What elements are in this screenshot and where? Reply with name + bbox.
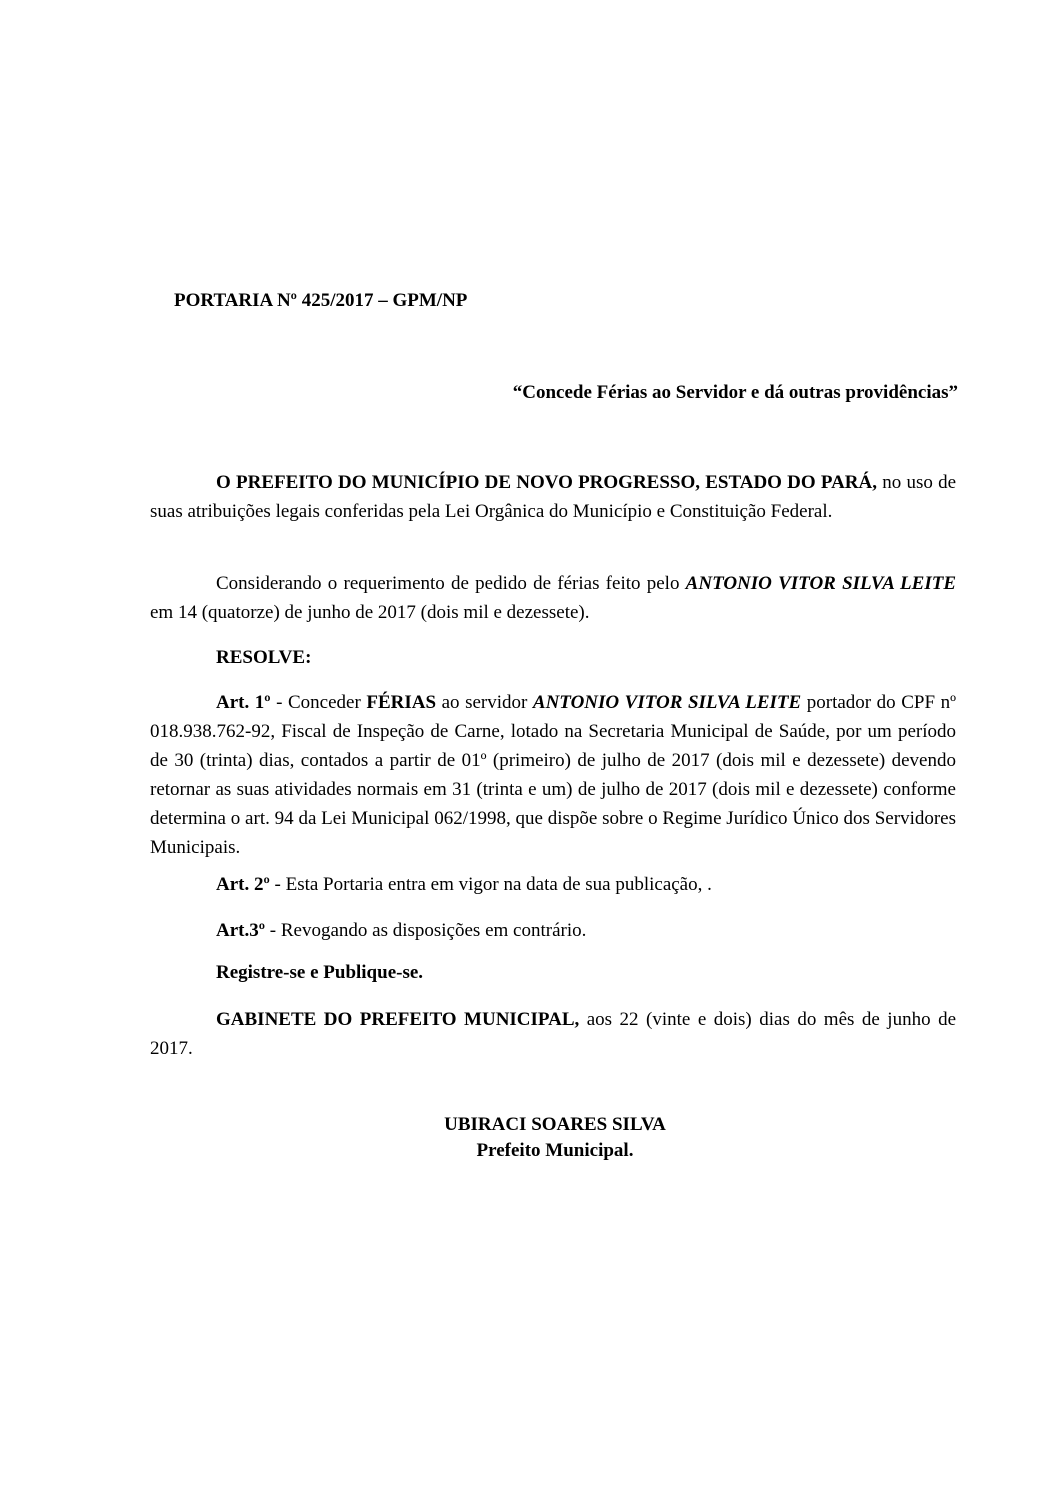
article-2-label: Art. 2º [216,874,270,895]
article-3-text: - Revogando as disposições em contrário. [265,920,587,941]
article-1-text-3: portador do CPF nº 018.938.762-92, Fiscal de Inspeção de Carne, lotado na Secretaria Municipal de Saúde, por um período de 30 (trinta) dias, contados a partir de 01º (primeiro) de julho de 2017 (dois mil e dezessete) devendo retornar as suas atividades normais em 31 (trinta e um) de julho de 2017 (dois mil e dezessete) conforme determina o art. 94 da Lei Municipal 062/1998, que dispõe sobre o Regime Jurídico Único dos Servidores Municipais. [150,692,956,858]
gabinete-paragraph [150,1005,956,1063]
considerando-text-2: em 14 (quatorze) de junho de 2017 (dois mil e dezessete). [150,602,590,623]
article-1-text-1: - Conceder [270,692,367,713]
considerando-servant-name: ANTONIO VITOR SILVA LEITE [685,573,956,594]
preamble-authority: O PREFEITO DO MUNICÍPIO DE NOVO PROGRESSO, ESTADO DO PARÁ, [216,472,878,493]
preamble-text: no uso de suas atribuições legais conferidas pela Lei Orgânica do Município e Constituição Federal. [150,472,957,522]
article-3-label: Art.3º [216,920,266,941]
article-2 [150,870,956,899]
article-3 [150,916,956,945]
document-title: PORTARIA Nº 425/2017 – GPM/NP [174,290,468,311]
article-1-ferias: FÉRIAS [366,692,437,713]
article-1 [150,688,956,862]
document-ementa: “Concede Férias ao Servidor e dá outras providências” [512,382,958,403]
article-2-text: - Esta Portaria entra em vigor na data de sua publicação, . [269,874,712,895]
preamble-paragraph [150,468,956,526]
signature-role: Prefeito Municipal. [476,1140,634,1161]
signature-name: UBIRACI SOARES SILVA [444,1114,666,1135]
considerando-paragraph [150,569,956,627]
gabinete-text: aos 22 (vinte e dois) dias do mês de junho de 2017. [150,1009,957,1059]
considerando-text-1: Considerando o requerimento de pedido de férias feito pelo [216,573,686,594]
article-1-servant-name: ANTONIO VITOR SILVA LEITE [532,692,802,713]
registre-publique: Registre-se e Publique-se. [216,962,424,983]
gabinete-label: GABINETE DO PREFEITO MUNICIPAL, [216,1009,580,1030]
resolve-heading: RESOLVE: [216,647,312,668]
article-1-label: Art. 1º [216,692,271,713]
article-1-text-2: ao servidor [436,692,533,713]
